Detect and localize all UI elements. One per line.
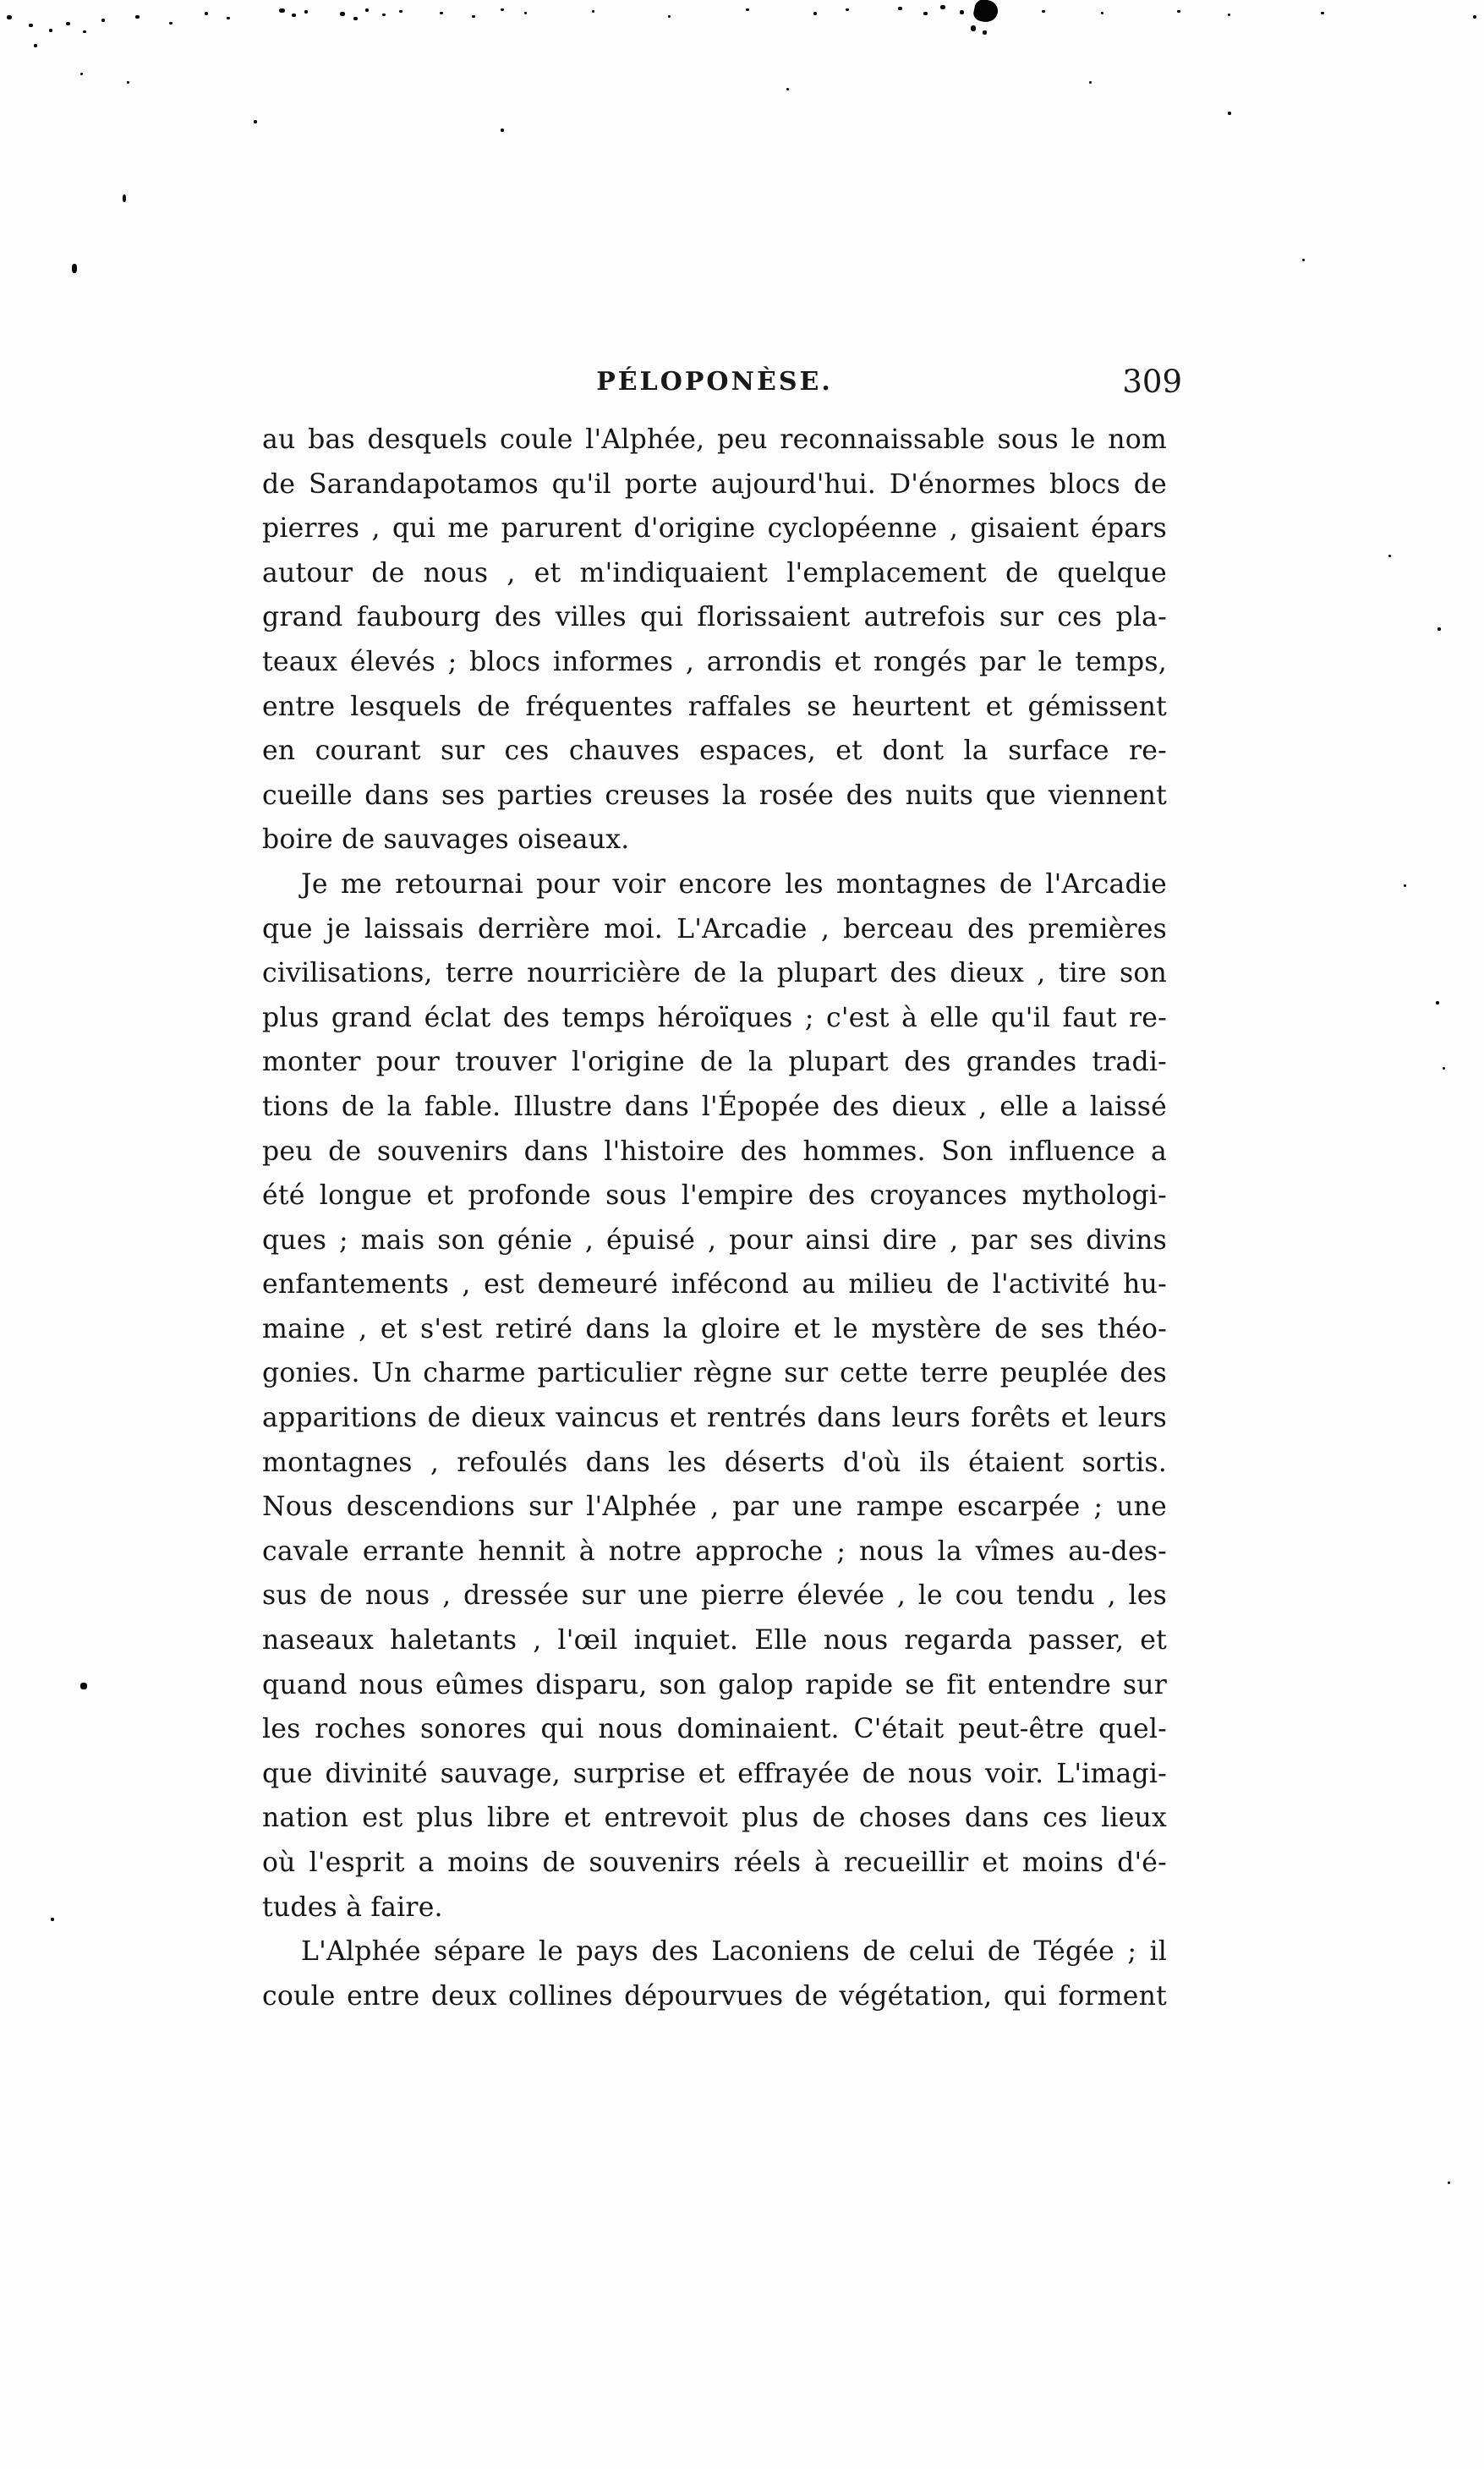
scan-speck [501,129,504,132]
scan-speck [940,5,945,9]
text-line: peu de souvenirs dans l'histoire des hommes. Son influence a [262,1136,1167,1167]
scan-speck [592,10,594,13]
scan-speck [440,12,443,14]
text-line: Nous descendions sur l'Alphée , par une rampe escarpée ; une [262,1492,1167,1523]
scan-speck [1302,259,1305,261]
page-title: PÉLOPONÈSE. [596,367,833,397]
scan-speck [1473,15,1476,19]
text-line: au bas desquels coule l'Alphée, peu reconnaissable sous le nom [262,424,1167,455]
text-line: pierres , qui me parurent d'origine cyclopéenne , gisaient épars [262,513,1167,545]
text-line: monter pour trouver l'origine de la plupart des grandes tradi- [262,1047,1167,1078]
scan-speck [1321,12,1324,14]
text-line: où l'esprit a moins de souvenirs réels à recueillir et moins d'é- [262,1848,1167,1878]
text-line: Je me retournai pour voir encore les montagnes de l'Arcadie [301,868,1167,900]
text-line: boire de sauvages oiseaux. [262,824,630,856]
scan-speck [365,8,369,12]
text-line: entre lesquels de fréquentes raffales se heurtent et gémissent [262,691,1167,722]
scan-speck [292,14,296,17]
scan-speck [382,14,386,16]
text-line: les roches sonores qui nous dominaient. C'était peut-être quel- [262,1714,1167,1745]
scan-speck [1404,884,1406,887]
scan-speck [101,19,105,22]
scan-speck [1443,1067,1445,1070]
scan-speck [127,81,129,84]
scan-speck [51,1918,54,1921]
text-line: que je laissais derrière moi. L'Arcadie , berceau des premières [262,913,1167,944]
text-line: civilisations, terre nourricière de la plupart des dieux , tire son [262,958,1167,989]
scan-speck [1228,14,1230,16]
scan-speck [1436,1001,1439,1005]
scan-speck [169,22,172,25]
ink-blot [972,0,1000,25]
scan-speck [123,194,126,202]
text-line: coule entre deux collines dépourvues de végétation, qui forment [262,1980,1167,2012]
text-line: ques ; mais son génie , épuisé , pour ainsi dire , par ses divins [262,1224,1167,1256]
scan-speck [49,29,52,32]
text-line: cavale errante hennit à notre approche ; nous la vîmes au-des- [262,1536,1167,1567]
scan-speck [1177,10,1180,13]
text-line: en courant sur ces chauves espaces, et dont la surface re- [262,736,1167,767]
scan-speck [960,10,964,14]
text-line: quand nous eûmes disparu, son galop rapide se fit entendre sur [262,1669,1167,1700]
text-line: maine , et s'est retiré dans la gloire et le mystère de ses théo- [262,1313,1167,1344]
scan-speck [524,12,527,14]
text-line: grand faubourg des villes qui florissaient autrefois sur ces pla- [262,602,1167,633]
scan-speck [205,12,208,15]
scan-speck [1448,2182,1450,2184]
scan-speck [29,24,33,27]
text-line: nation est plus libre et entrevoit plus de choses dans ces lieux [262,1803,1167,1834]
scan-speck [34,44,37,47]
text-line: tions de la fable. Illustre dans l'Épopée des dieux , elle a laissé [262,1091,1167,1122]
scan-speck [135,15,140,19]
scan-speck [83,30,86,33]
scan-speck [66,22,70,25]
text-line: de Sarandapotamos qu'il porte aujourd'hui. D'énormes blocs de [262,468,1167,500]
text-line: sus de nous , dressée sur une pierre élevée , le cou tendu , les [262,1580,1167,1612]
text-line: apparitions de dieux vaincus et rentrés dans leurs forêts et leurs [262,1403,1167,1434]
scan-speck [501,8,504,11]
scan-speck [1101,12,1103,14]
text-line: enfantements , est demeuré infécond au milieu de l'activité hu- [262,1269,1167,1300]
scan-speck [80,1683,87,1689]
scan-speck [1388,555,1391,557]
scan-speck [80,73,83,75]
scan-speck [340,12,345,16]
scan-speck [668,15,671,18]
text-line: été longue et profonde sous l'empire des croyances mythologi- [262,1180,1167,1212]
text-body [262,418,1167,2018]
running-head [262,364,1182,402]
scan-speck [813,12,817,15]
scan-speck [971,25,976,31]
scan-speck [1089,81,1092,84]
scan-speck [1437,627,1441,631]
scan-speck [472,15,475,18]
text-line: teaux élevés ; blocs informes , arrondis et rongés par le temps, [262,646,1167,677]
scan-speck [7,15,12,19]
page-number: 309 [1122,364,1182,400]
scan-speck [254,120,257,123]
text-line: montagnes , refoulés dans les déserts d'où ils étaient sortis. [262,1447,1167,1478]
text-line: plus grand éclat des temps héroïques ; c'est à elle qu'il faut re- [262,1002,1167,1033]
text-line: gonies. Un charme particulier règne sur cette terre peuplée des [262,1358,1167,1389]
scan-speck [746,8,749,11]
text-line: que divinité sauvage, surprise et effrayée de nous voir. L'imagi- [262,1758,1167,1789]
scan-speck [1228,112,1231,115]
scan-speck [399,10,402,13]
scan-speck [353,17,358,20]
text-line: autour de nous , et m'indiquaient l'emplacement de quelque [262,557,1167,589]
scan-speck [72,264,77,273]
scan-speck [786,88,789,90]
scan-speck [898,7,902,10]
scan-speck [923,12,928,15]
text-line: L'Alphée sépare le pays des Laconiens de celui de Tégée ; il [301,1936,1167,1968]
scan-speck [227,17,230,19]
scan-speck [1042,10,1045,13]
text-line: tudes à faire. [262,1891,443,1923]
scan-speck [846,8,849,11]
text-line: naseaux haletants , l'œil inquiet. Elle nous regarda passer, et [262,1625,1167,1656]
text-line: cueille dans ses parties creuses la rosée des nuits que viennent [262,780,1167,811]
scan-speck [279,8,285,13]
scan-speck [983,30,987,35]
scan-speck [304,10,308,14]
